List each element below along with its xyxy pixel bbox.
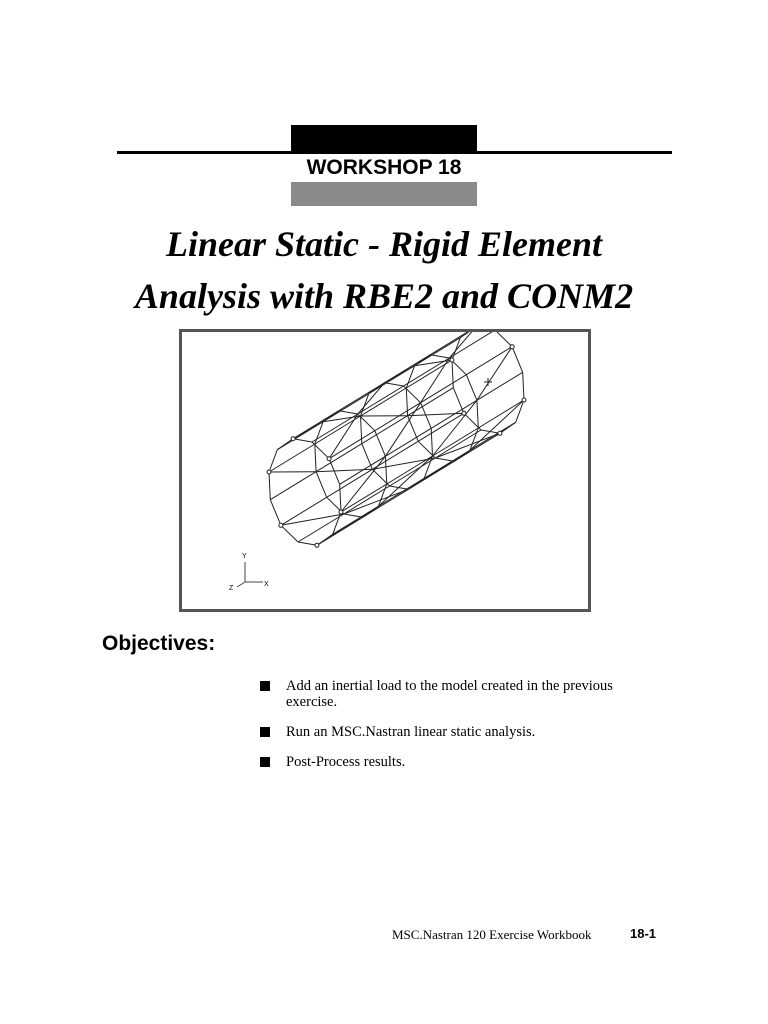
header-black-bar bbox=[291, 125, 477, 152]
list-item: Add an inertial load to the model created in the previous exercise. bbox=[258, 678, 658, 710]
coordinate-triad bbox=[237, 562, 263, 587]
cylinder-mesh-drawing bbox=[182, 332, 588, 609]
model-figure bbox=[179, 329, 591, 612]
title-line-1: Linear Static - Rigid Element bbox=[165, 224, 602, 264]
bullet-square-icon bbox=[260, 757, 270, 767]
workshop-label: WORKSHOP 18 bbox=[306, 156, 462, 179]
footer-book-title: MSC.Nastran 120 Exercise Workbook bbox=[392, 927, 592, 942]
header-gray-bar bbox=[291, 182, 477, 206]
objectives-list bbox=[258, 678, 658, 784]
list-item: Post-Process results. bbox=[258, 754, 658, 770]
page-title bbox=[60, 218, 708, 322]
title-line-2: Analysis with RBE2 and CONM2 bbox=[134, 276, 634, 316]
axis-x-label: X bbox=[264, 581, 269, 588]
axis-z-label: Z bbox=[229, 585, 234, 592]
objectives-heading: Objectives: bbox=[102, 632, 216, 655]
footer-page-number: 18-1 bbox=[630, 926, 657, 941]
bullet-square-icon bbox=[260, 681, 270, 691]
axis-y-label: Y bbox=[242, 553, 247, 560]
bullet-square-icon bbox=[260, 727, 270, 737]
list-item: Run an MSC.Nastran linear static analysis. bbox=[258, 724, 658, 740]
